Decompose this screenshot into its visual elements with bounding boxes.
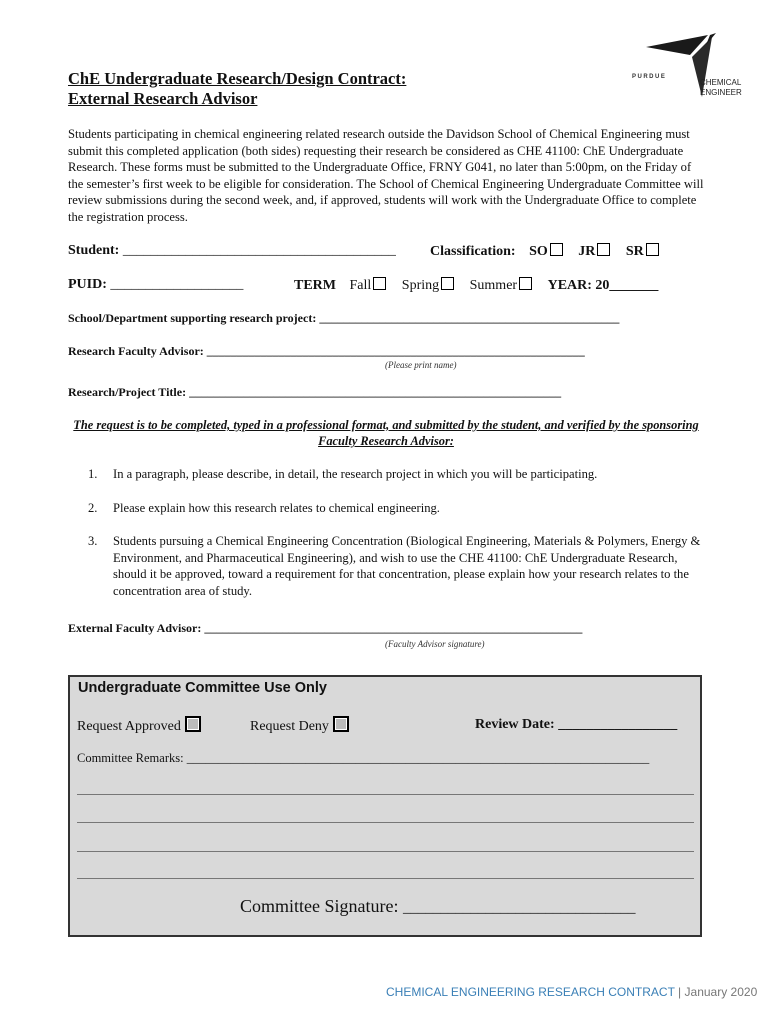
committee-remarks-row	[77, 751, 649, 766]
school-label: School/Department supporting research project:	[68, 311, 317, 325]
puid-field[interactable]: ___________________	[110, 277, 244, 292]
committee-signature-row	[240, 896, 635, 917]
committee-panel	[68, 675, 702, 937]
logo-wordmark: PURDUE	[632, 74, 667, 80]
student-field[interactable]: _______________________________________	[122, 243, 396, 258]
student-row	[68, 243, 396, 259]
external-advisor-label: External Faculty Advisor:	[68, 621, 202, 635]
year-label: YEAR: 20	[547, 278, 610, 293]
question-number: 3.	[88, 534, 98, 549]
committee-remarks-label: Committee Remarks:	[77, 751, 184, 765]
external-advisor-field[interactable]: _______________________________________________________________	[204, 621, 583, 635]
title-line-1: ChE Undergraduate Research/Design Contract:	[68, 69, 407, 88]
question-item	[88, 533, 708, 599]
term-fall-label: Fall	[349, 278, 372, 293]
request-deny-label: Request Deny	[250, 719, 329, 734]
project-title-row	[68, 385, 561, 400]
remarks-line[interactable]	[77, 878, 694, 879]
footer-separator: |	[678, 985, 682, 999]
term-summer-checkbox[interactable]	[519, 277, 532, 290]
question-item	[88, 500, 708, 517]
request-deny-checkbox[interactable]	[333, 716, 349, 732]
external-advisor-caption: (Faculty Advisor signature)	[385, 639, 485, 649]
footer-date: January 2020	[684, 985, 758, 999]
term-summer-label: Summer	[469, 278, 518, 293]
question-number: 1.	[88, 467, 98, 481]
request-approved-checkbox[interactable]	[185, 716, 201, 732]
term-fall-checkbox[interactable]	[373, 277, 386, 290]
title-line-2: External Research Advisor	[68, 89, 258, 108]
intro-paragraph: Students participating in chemical engineering related research outside the Davidson School of Chemical Engineering must submit this completed application (both sides) requesting their research be considered as CHE 41100: ChE Undergraduate Research. These forms must be submitted to the Undergraduate Office, FRNY G041, no later than 5:00pm, on the Friday of the semester’s first week to be eligible for consideration. The School of Chemical Engineering Undergraduate Committee will review submissions during the second week, and, if approved, students will work with the Undergraduate Office to complete the registration process.	[68, 127, 704, 224]
class-sr-checkbox[interactable]	[646, 243, 659, 256]
class-jr-checkbox[interactable]	[597, 243, 610, 256]
logo-line-2: ENGINEER	[700, 88, 742, 97]
class-sr-label: SR	[625, 244, 644, 259]
remarks-line[interactable]	[77, 851, 694, 852]
logo-line-1: CHEMICAL	[700, 78, 742, 87]
advisor-field[interactable]: _______________________________________________________________	[206, 344, 585, 358]
request-deny-row	[250, 716, 349, 735]
question-list	[88, 466, 708, 617]
question-text: Students pursuing a Chemical Engineering Concentration (Biological Engineering, Materials & Polymers, Energy & Environment, and Pharmaceutical Engineering), and wish to use the CHE 41100: ChE Undergraduate Research, should it be approved, toward a requirement for that concentration, please explain how your research relates to the concentration area of study.	[113, 534, 701, 598]
school-field[interactable]: __________________________________________________	[319, 311, 620, 325]
question-text: In a paragraph, please describe, in detail, the research project in which you will be participating.	[113, 467, 598, 481]
request-approved-label: Request Approved	[77, 719, 181, 734]
external-advisor-row	[68, 621, 582, 636]
question-text: Please explain how this research relates to chemical engineering.	[113, 500, 440, 515]
student-label: Student:	[68, 243, 120, 258]
class-so-label: SO	[529, 244, 548, 259]
logo-department	[700, 78, 742, 98]
term-label: TERM	[294, 278, 336, 293]
remarks-line[interactable]	[77, 794, 694, 795]
review-date-field[interactable]: _________________	[558, 717, 678, 732]
project-title-field[interactable]: ______________________________________________________________	[189, 385, 562, 399]
committee-signature-label: Committee Signature:	[240, 896, 399, 916]
term-spring-label: Spring	[401, 278, 440, 293]
school-row	[68, 311, 619, 326]
advisor-row	[68, 344, 585, 359]
question-item	[88, 466, 708, 483]
request-approved-row	[77, 716, 201, 735]
committee-remarks-field[interactable]: __________________________________________________________________________	[186, 751, 650, 765]
committee-signature-field[interactable]: _______________________________	[402, 900, 636, 916]
puid-row	[68, 277, 243, 293]
classification-row	[430, 243, 659, 260]
advisor-caption: (Please print name)	[385, 360, 457, 370]
question-number: 2.	[88, 500, 98, 515]
page-title	[68, 69, 406, 109]
footer-title: CHEMICAL ENGINEERING RESEARCH CONTRACT	[386, 985, 675, 999]
advisor-label: Research Faculty Advisor:	[68, 344, 204, 358]
puid-label: PUID:	[68, 277, 107, 292]
class-so-checkbox[interactable]	[550, 243, 563, 256]
term-spring-checkbox[interactable]	[441, 277, 454, 290]
term-row	[294, 277, 658, 294]
review-date-row	[475, 717, 677, 733]
remarks-line[interactable]	[77, 822, 694, 823]
page-footer	[386, 985, 757, 999]
project-title-label: Research/Project Title:	[68, 385, 187, 399]
year-field[interactable]: _______	[609, 278, 659, 293]
class-jr-label: JR	[578, 244, 596, 259]
classification-label: Classification:	[430, 244, 516, 259]
committee-title: Undergraduate Committee Use Only	[78, 680, 327, 696]
instruction-text: The request is to be completed, typed in a professional format, and submitted by the student, and verified by the sponsoring Faculty Research Advisor:	[73, 418, 699, 448]
review-date-label: Review Date:	[475, 717, 555, 732]
